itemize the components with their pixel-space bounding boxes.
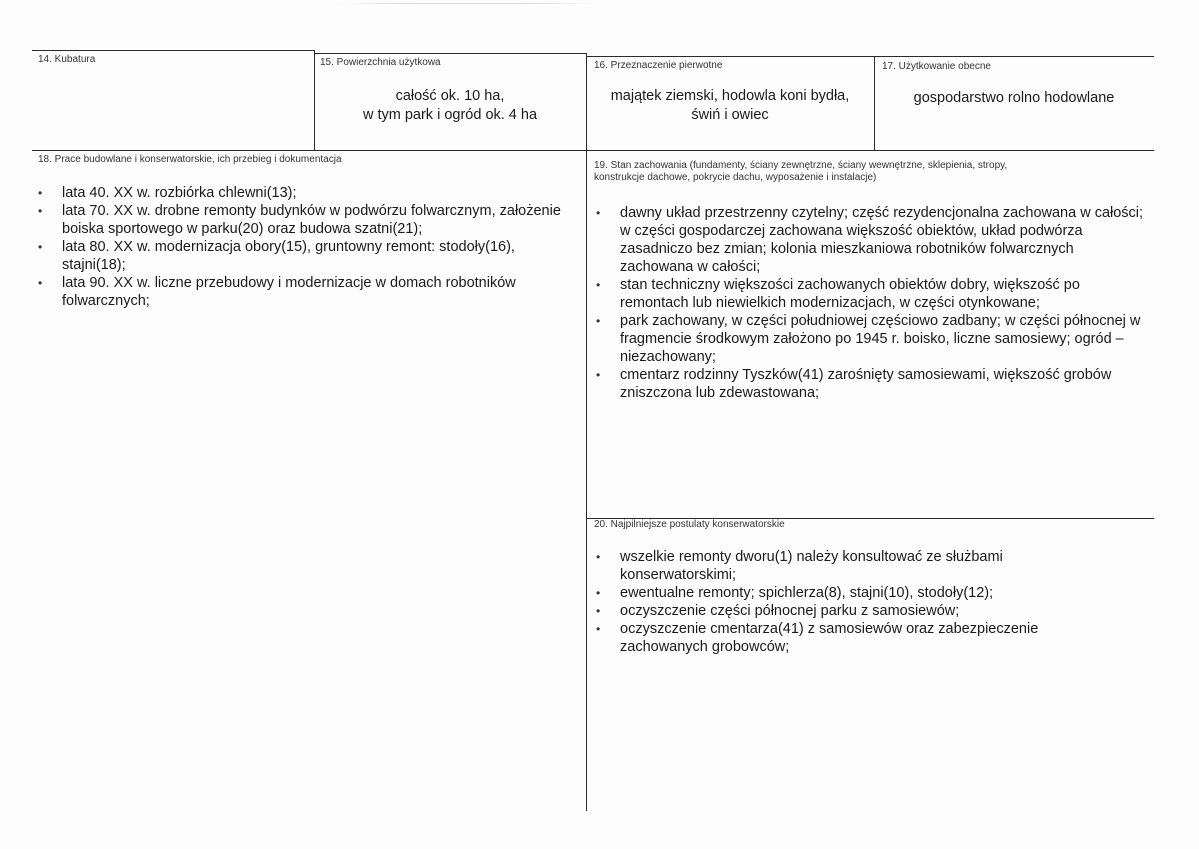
list-item: • lata 40. XX w. rozbiórka chlewni(13); <box>36 184 576 202</box>
list-item: • lata 90. XX w. liczne przebudowy i modernizacje w domach robotników folwarcznych; <box>36 274 576 310</box>
field-19-list <box>594 204 1144 402</box>
field-20-label: 20. Najpilniejsze postulaty konserwatorskie <box>594 519 785 530</box>
field-16-value <box>586 87 874 125</box>
field-19-label-line2: konstrukcje dachowe, pokrycie dachu, wyposażenie i instalacje) <box>594 172 877 183</box>
field-19-label-line1: 19. Stan zachowania (fundamenty, ściany zewnętrzne, ściany wewnętrzne, sklepienia, stropy, <box>594 160 1008 171</box>
list-item: • lata 80. XX w. modernizacja obory(15), gruntowny remont: stodoły(16), stajni(18); <box>36 238 576 274</box>
top-border-right <box>586 56 1154 57</box>
list-item: • stan techniczny większości zachowanych obiektów dobry, większość po remontach lub niewielkich modernizacjach, w części otynkowane; <box>594 276 1144 312</box>
field-17-label: 17. Użytkowanie obecne <box>882 61 991 72</box>
field-16-label: 16. Przeznaczenie pierwotne <box>594 60 723 71</box>
field-16-value-line1: majątek ziemski, hodowla koni bydła, <box>610 88 850 104</box>
list-item: • dawny układ przestrzenny czytelny; część rezydencjonalna zachowana w całości; w części gospodarczej zachowana większość obiektów, układ podwórza zasadniczo bez zmian; kolonia mieszkaniowa robotników folwarcznych zachowana w całości; <box>594 204 1144 276</box>
field-20-list <box>594 548 1114 656</box>
list-item: • ewentualne remonty; spichlerza(8), stajni(10), stodoły(12); <box>594 584 1114 602</box>
top-border-mid <box>314 53 586 54</box>
field-18-list <box>36 184 576 310</box>
field-17-value <box>874 89 1154 108</box>
field-18-label: 18. Prace budowlane i konserwatorskie, ich przebieg i dokumentacja <box>38 154 342 165</box>
list-item: • cmentarz rodzinny Tyszków(41) zarośnięty samosiewami, większość grobów zniszczona lub zdewastowana; <box>594 366 1144 402</box>
list-item: • park zachowany, w części południowej częściowo zadbany; w części północnej w fragmencie środkowym założono po 1945 r. boisko, liczne samosiewy; ogród – niezachowany; <box>594 312 1144 366</box>
field-14-label: 14. Kubatura <box>38 54 96 65</box>
top-border-left <box>32 50 314 51</box>
field-19-label <box>594 160 1007 184</box>
list-item: • lata 70. XX w. drobne remonty budynków w podwórzu folwarcznym, założenie boiska sportowego w parku(20) oraz budowa szatni(21); <box>36 202 576 238</box>
scan-artifact <box>335 3 595 4</box>
list-item: • oczyszczenie części północnej parku z samosiewów; <box>594 602 1114 620</box>
list-item: • oczyszczenie cmentarza(41) z samosiewów oraz zabezpieczenie zachowanych grobowców; <box>594 620 1114 656</box>
divider-main <box>586 53 587 811</box>
field-15-label: 15. Powierzchnia użytkowa <box>320 57 441 68</box>
field-16-value-line2: świń i owiec <box>691 107 769 123</box>
field-15-value-line1: całość ok. 10 ha, <box>395 88 505 104</box>
field-15-value-line2: w tym park i ogród ok. 4 ha <box>362 107 538 123</box>
row1-bottom-border <box>32 150 1154 151</box>
list-item: • wszelkie remonty dworu(1) należy konsultować ze służbami konserwatorskimi; <box>594 548 1114 584</box>
field-15-value <box>314 87 586 125</box>
field-17-value-line1: gospodarstwo rolno hodowlane <box>913 90 1115 106</box>
